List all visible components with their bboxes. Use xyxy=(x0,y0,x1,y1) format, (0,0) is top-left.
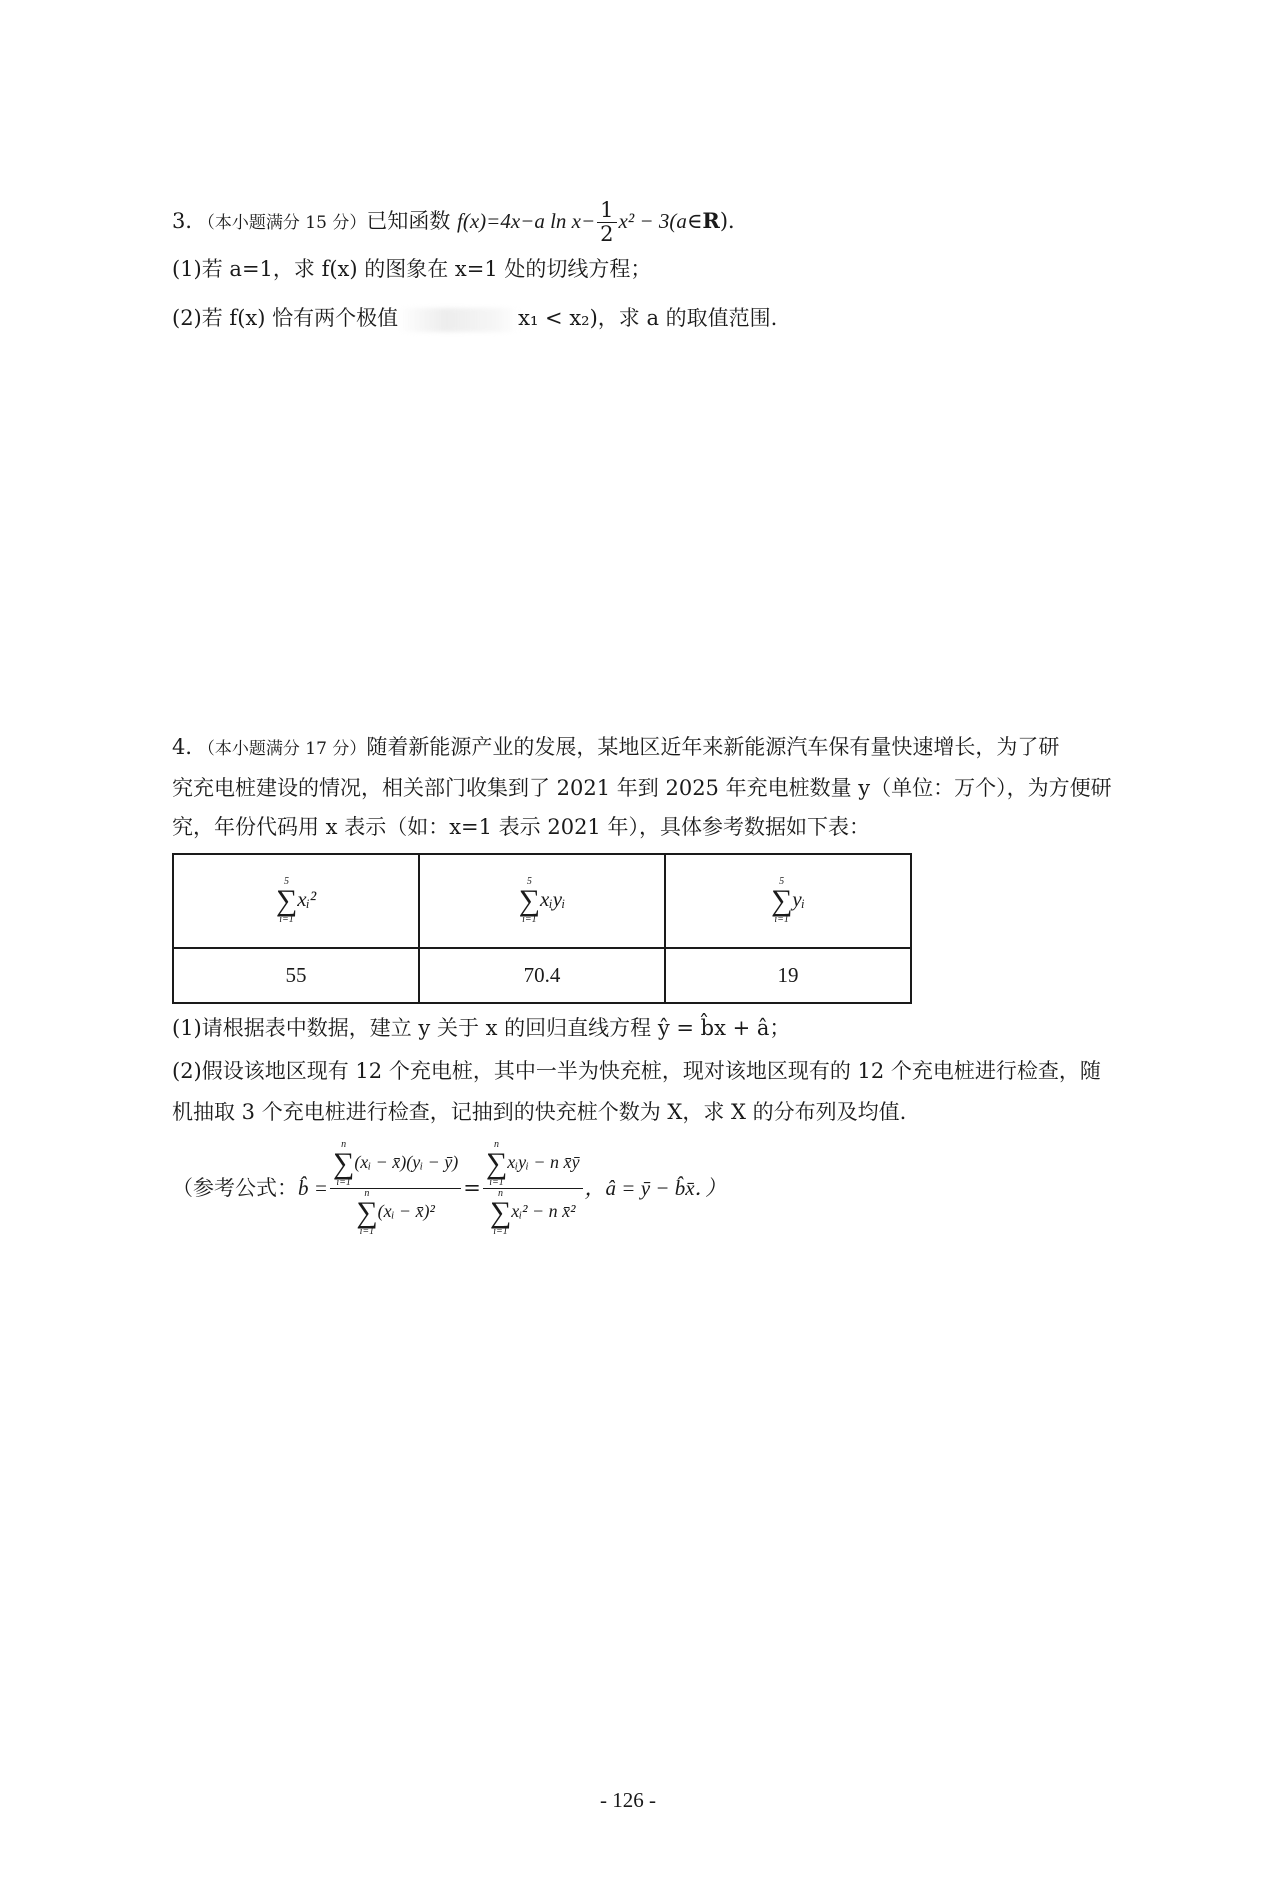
formula-f2-num-text: xᵢyᵢ − n x̄ȳ xyxy=(507,1151,580,1172)
sum-lower: i=1 xyxy=(774,914,789,925)
formula-f1-den-text: (xᵢ − x̄)² xyxy=(377,1200,435,1221)
table-header-row xyxy=(173,854,911,948)
sum-upper: n xyxy=(498,1187,504,1199)
q3-real-set: R xyxy=(702,208,720,234)
sum-upper: n xyxy=(494,1138,500,1150)
sum-symbol: n ∑ i=1 xyxy=(332,1138,355,1188)
formula-fraction-1-num xyxy=(330,1140,461,1189)
q4-stem-line3: 究，年份代码用 x 表示（如：x=1 表示 2021 年），具体参考数据如下表： xyxy=(172,815,870,839)
table-cell: 70.4 xyxy=(419,948,665,1003)
q3-frac-num: 1 xyxy=(597,199,616,223)
q3-number: 3． xyxy=(172,209,207,234)
q3-part1: (1)若 a=1，求 f(x) 的图象在 x=1 处的切线方程； xyxy=(172,257,652,281)
formula-f2-den-text: xᵢ² − n x̄² xyxy=(511,1200,576,1221)
sum-lower: i=1 xyxy=(336,1176,351,1188)
formula-f1-num-text: (xᵢ − x̄)(yᵢ − ȳ) xyxy=(354,1151,459,1172)
sum-upper: 5 xyxy=(526,876,532,887)
sum-term: xᵢyᵢ xyxy=(540,886,566,911)
q4-part2-line2: 机抽取 3 个充电桩进行检查，记抽到的快充桩个数为 X，求 X 的分布列及均值. xyxy=(172,1100,907,1124)
q4-score: （本小题满分 17 分） xyxy=(206,739,367,759)
q3-score: （本小题满分 15 分） xyxy=(206,213,367,234)
q4-part1: (1)请根据表中数据，建立 y 关于 x 的回归直线方程 ŷ = b̂x + â； xyxy=(172,1016,791,1040)
sum-lower: i=1 xyxy=(279,914,294,925)
sum-upper: 5 xyxy=(779,876,785,887)
q3-fx: f(x) xyxy=(457,209,487,234)
sum-lower: i=1 xyxy=(359,1225,375,1237)
sum-term: xᵢ² xyxy=(297,886,317,911)
q3-fraction xyxy=(597,199,616,246)
q4-line1: 随着新能源产业的发展，某地区近年来新能源汽车保有量快速增长，为了研 xyxy=(366,735,1060,759)
sum-upper: n xyxy=(341,1138,347,1150)
q3-frac-den: 2 xyxy=(600,222,614,247)
sum-symbol: 5 ∑ i=1 xyxy=(770,876,793,925)
sum-term: yᵢ xyxy=(792,886,806,911)
q4-part2-line1: (2)假设该地区现有 12 个充电桩，其中一半为快充桩，现对该地区现有的 12 个充电桩进行检查，随 xyxy=(172,1059,1101,1083)
q3-eq: =4x−a ln x− xyxy=(486,209,596,234)
formula-equals: = xyxy=(463,1176,481,1200)
sum-symbol: 5 ∑ i=1 xyxy=(518,876,541,925)
sum-lower: i=1 xyxy=(489,1176,504,1188)
formula-fraction-1 xyxy=(330,1140,461,1237)
formula-ahat: ，â = ȳ − b̂x̄．） xyxy=(584,1176,727,1200)
data-table xyxy=(172,853,912,1004)
sum-lower: i=1 xyxy=(493,1225,508,1237)
table-header-cell xyxy=(665,854,911,948)
sum-symbol: n ∑ i=1 xyxy=(489,1187,512,1237)
sum-upper: 5 xyxy=(284,876,290,887)
formula-fraction-2-num xyxy=(483,1140,583,1189)
formula-fraction-1-den xyxy=(330,1189,461,1237)
table-value-row xyxy=(173,948,911,1003)
page-number: - 126 - xyxy=(600,1788,656,1812)
formula-bhat: b̂ = xyxy=(298,1176,328,1200)
sum-symbol: n ∑ i=1 xyxy=(485,1138,508,1188)
sum-lower: i=1 xyxy=(522,914,537,925)
sum-symbol: 5 ∑ i=1 xyxy=(275,876,298,925)
table-header-cell xyxy=(173,854,419,948)
table-cell: 19 xyxy=(665,948,911,1003)
q4-stem-line1 xyxy=(172,732,1059,764)
formula-fraction-2-den xyxy=(483,1189,583,1237)
q3-part2 xyxy=(172,303,777,333)
formula-prefix: （参考公式： xyxy=(172,1176,298,1200)
reference-formula xyxy=(172,1140,726,1236)
scan-smudge xyxy=(398,308,518,332)
q3-part2-start: (2)若 f(x) 恰有两个极值 xyxy=(172,306,399,330)
sum-upper: n xyxy=(364,1187,370,1199)
sum-symbol: n ∑ i=1 xyxy=(356,1187,378,1237)
q3-tail: x² − 3(a∈ xyxy=(618,209,703,234)
q4-stem-line2: 究充电桩建设的情况，相关部门收集到了 2021 年到 2025 年充电桩数量 y（单位：万个），为方便研 xyxy=(172,776,1112,800)
q3-intro: 已知函数 xyxy=(366,209,451,234)
q3-close: )． xyxy=(719,209,750,234)
formula-fraction-2 xyxy=(483,1140,583,1237)
q3-stem xyxy=(172,199,749,246)
q4-number: 4． xyxy=(172,735,207,759)
table-header-cell xyxy=(419,854,665,948)
q3-part2-end: x₁ < x₂)，求 a 的取值范围. xyxy=(518,306,778,330)
table-cell: 55 xyxy=(173,948,419,1003)
